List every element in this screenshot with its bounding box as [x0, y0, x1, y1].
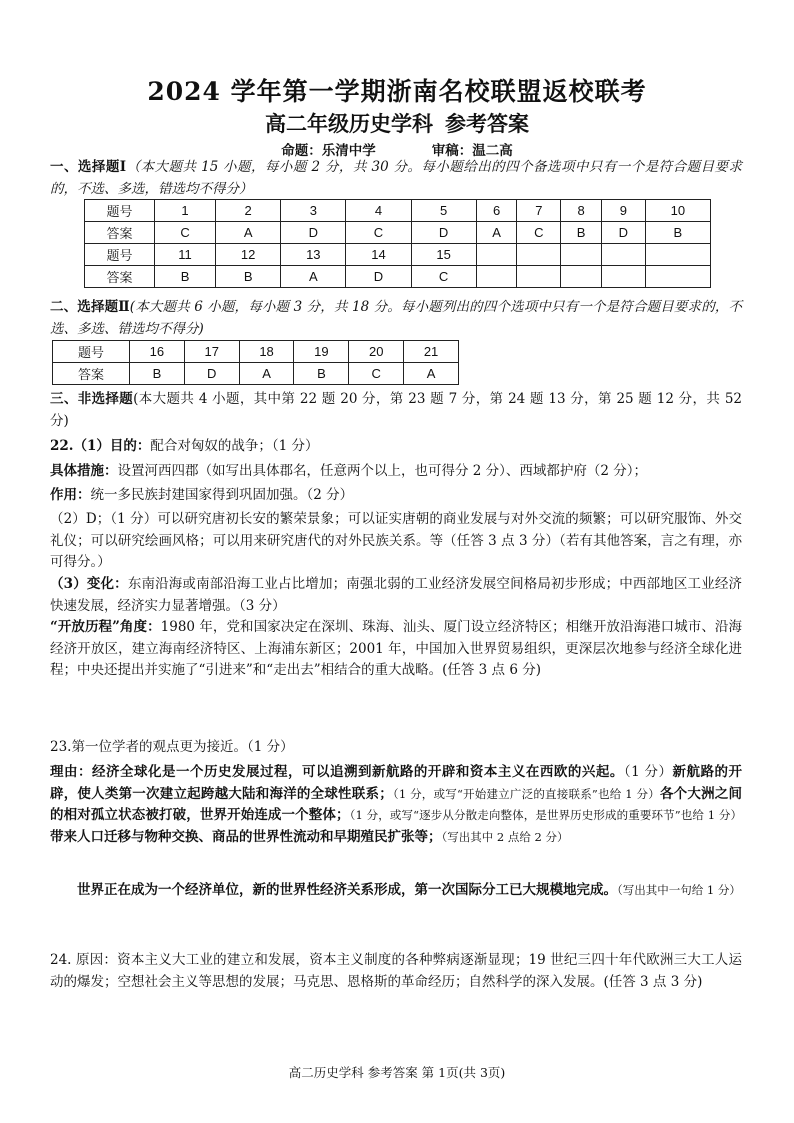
table-row — [85, 222, 711, 244]
answer-cell: B — [130, 363, 185, 385]
q24-label: 24. 原因： — [50, 952, 118, 968]
answer-cell: C — [411, 266, 476, 288]
row-label: 答案 — [85, 222, 155, 244]
q22-change-text: 东南沿海或南部沿海工业占比增加；南强北弱的工业经济发展空间格局初步形成；中西部地区工业经济快速发展，经济实力显著增强。（3 分） — [50, 576, 742, 614]
question-number: 6 — [476, 200, 517, 222]
answer-cell: B — [561, 222, 602, 244]
q22-purpose-label: 22.（1）目的： — [50, 438, 151, 454]
question-number: 14 — [346, 244, 411, 266]
empty-cell — [561, 266, 602, 288]
question-number: 3 — [281, 200, 346, 222]
q23-score-3: （1 分，或写“逐步从分散走向整体，是世界历史形成的重要环节”也给 1 分） — [349, 808, 743, 822]
question-number: 15 — [411, 244, 476, 266]
section2-heading: 二、选择题Ⅱ — [50, 299, 130, 315]
q24-answer — [50, 950, 742, 993]
q22-opening-label: “开放历程”角度： — [50, 619, 161, 635]
answer-cell: A — [476, 222, 517, 244]
q22-effect — [50, 485, 742, 507]
exam-title: 2024 学年第一学期浙南名校联盟返校联考 — [147, 77, 647, 106]
question-number: 4 — [346, 200, 411, 222]
q22-part3 — [50, 574, 742, 617]
q23-score-2: （1 分，或写“开始建立广泛的直接联系”也给 1 分） — [392, 786, 660, 801]
row-label: 题号 — [53, 341, 130, 363]
answer-cell: A — [281, 266, 346, 288]
answer-cell: A — [216, 222, 281, 244]
question-number: 11 — [155, 244, 216, 266]
section2-intro — [50, 297, 742, 340]
q22-opening — [50, 617, 742, 682]
q23-reason-1: 经济全球化是一个历史发展过程，可以追溯到新航路的开辟和资本主义在西欧的兴起。 — [92, 764, 624, 780]
answer-cell: A — [239, 363, 294, 385]
question-number: 17 — [184, 341, 239, 363]
empty-cell — [601, 266, 645, 288]
answer-cell: C — [346, 222, 411, 244]
answer-cell: D — [184, 363, 239, 385]
table-row — [85, 200, 711, 222]
q22-effect-label: 作用： — [50, 487, 91, 503]
q23-score-5: （写出其中一句给 1 分） — [617, 883, 741, 897]
q23-score-4: （写出其中 2 点给 2 分） — [441, 829, 569, 844]
q22-part1 — [50, 436, 742, 458]
question-number: 13 — [281, 244, 346, 266]
q23-score-1: （1 分） — [623, 764, 673, 780]
empty-cell — [517, 244, 561, 266]
section1-intro — [50, 157, 742, 200]
question-number: 18 — [239, 341, 294, 363]
q23-reason-4: 带来人口迁移与物种交换、商品的世界性流动和早期殖民扩张等； — [50, 828, 442, 845]
q22-measures-text: 设置河西四郡（如写出具体郡名，任意两个以上，也可得分 2 分）、西域都护府（2 分）； — [117, 463, 648, 479]
q24-text: 资本主义大工业的建立和发展，资本主义制度的各种弊病逐渐显现；19 世纪三四十年代欧洲三大工人运动的爆发；空想社会主义等思想的发展；马克思、恩格斯的革命经历；自然科学的深入发展。(任答 3 点 3 分) — [50, 952, 743, 990]
answer-cell: A — [404, 363, 459, 385]
section3-intro — [50, 389, 742, 432]
setter-label: 命题：乐清中学 — [281, 143, 376, 159]
section3-heading: 三、非选择题 — [50, 391, 134, 407]
question-number: 10 — [645, 200, 710, 222]
table-row — [53, 341, 459, 363]
q23-reason-5: 世界正在成为一个经济单位，新的世界性经济关系形成，第一次国际分工已大规模地完成。 — [77, 882, 617, 898]
answer-cell: B — [155, 266, 216, 288]
answer-key-label: 参考答案 — [445, 111, 529, 136]
subject-label: 高二年级历史学科 — [265, 111, 433, 136]
q23-reason-2: 新航路的开辟，使人类第一次建立起跨越大陆和海洋的全球性联系； — [50, 764, 743, 802]
q23-conclusion — [50, 880, 742, 902]
answer-cell: C — [517, 222, 561, 244]
row-label: 题号 — [85, 200, 155, 222]
q22-purpose-text: 配合对匈奴的战争；（1 分） — [150, 438, 319, 454]
section1-answer-table — [84, 199, 711, 288]
question-number: 5 — [411, 200, 476, 222]
answer-cell: C — [155, 222, 216, 244]
q23-reasons — [50, 762, 742, 848]
row-label: 答案 — [85, 266, 155, 288]
question-number: 21 — [404, 341, 459, 363]
empty-cell — [601, 244, 645, 266]
answer-cell: C — [349, 363, 404, 385]
answer-cell: D — [411, 222, 476, 244]
section3-desc: (本大题共 4 小题，其中第 22 题 20 分，第 23 题 7 分，第 24 题 13 分，第 25 题 12 分，共 52 分) — [50, 391, 743, 429]
q22-measures — [50, 461, 742, 483]
q23-reason-label: 理由： — [50, 764, 92, 780]
question-number: 19 — [294, 341, 349, 363]
section2-desc: (本大题共 6 小题，每小题 3 分，共 18 分。每小题列出的四个选项中只有一个是符合题目要求的，不选、多选、错选均不得分) — [50, 299, 742, 337]
answer-cell: B — [294, 363, 349, 385]
table-row — [53, 363, 459, 385]
section1-heading: 一、选择题Ⅰ — [50, 159, 127, 175]
answer-cell: D — [346, 266, 411, 288]
table-row — [85, 266, 711, 288]
row-label: 题号 — [85, 244, 155, 266]
question-number: 16 — [130, 341, 185, 363]
exam-subtitle — [0, 108, 794, 138]
q22-change-label: （3）变化： — [50, 576, 128, 592]
answer-cell: B — [216, 266, 281, 288]
exam-meta — [0, 139, 794, 159]
question-number: 20 — [349, 341, 404, 363]
question-number: 7 — [517, 200, 561, 222]
empty-cell — [517, 266, 561, 288]
empty-cell — [645, 266, 710, 288]
question-number: 9 — [601, 200, 645, 222]
answer-cell: D — [601, 222, 645, 244]
answer-cell: B — [645, 222, 710, 244]
section1-desc: （本大题共 15 小题，每小题 2 分，共 30 分。每小题给出的四个备选项中只有一个是符合题目要求的，不选、多选，错选均不得分） — [50, 159, 742, 197]
page-footer: 高二历史学科 参考答案 第 1页(共 3页) — [288, 1065, 506, 1080]
q23-reason-3: 各个大洲之间的相对孤立状态被打破，世界开始连成一个整体； — [50, 785, 743, 823]
row-label: 答案 — [53, 363, 130, 385]
question-number: 8 — [561, 200, 602, 222]
section2-answer-table — [52, 340, 459, 385]
q22-opening-text: 1980 年，党和国家决定在深圳、珠海、汕头、厦门设立经济特区；相继开放沿海港口城市、沿海经济开放区，建立海南经济特区、上海浦东新区；2001 年，中国加入世界贸易组织，更深层次地参与经济全球化进程；中央还提出并实施了“引进来”和“走出去”相结合的重大战略。(任答 3 点 6 分) — [50, 619, 742, 678]
empty-cell — [645, 244, 710, 266]
question-number: 12 — [216, 244, 281, 266]
empty-cell — [561, 244, 602, 266]
empty-cell — [476, 244, 517, 266]
q23-view: 23.第一位学者的观点更为接近。（1 分） — [50, 739, 294, 755]
table-row — [85, 244, 711, 266]
q22-part2: （2）D；（1 分）可以研究唐初长安的繁荣景象；可以证实唐朝的商业发展与对外交流的频繁；可以研究服饰、外交礼仪；可以研究绘画风格；可以用来研究唐代的对外民族关系。等（任答 3 点 3 分）（若有其他答案，言之有理，亦可得分。） — [50, 511, 742, 570]
question-number: 1 — [155, 200, 216, 222]
empty-cell — [476, 266, 517, 288]
answer-cell: D — [281, 222, 346, 244]
question-number: 2 — [216, 200, 281, 222]
q22-measures-label: 具体措施： — [50, 463, 118, 479]
q22-effect-text: 统一多民族封建国家得到巩固加强。（2 分） — [90, 487, 354, 503]
reviewer-label: 审稿：温二高 — [431, 143, 513, 159]
